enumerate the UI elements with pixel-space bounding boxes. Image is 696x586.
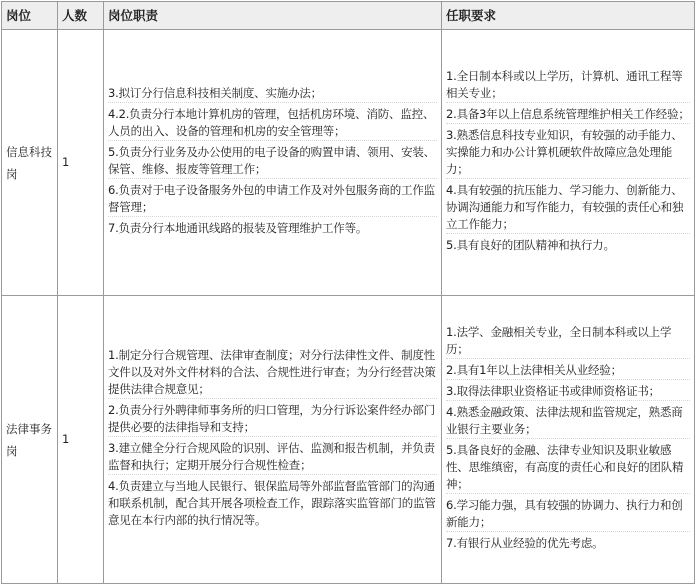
count-cell: 1 <box>58 296 104 584</box>
requirements-cell <box>442 30 695 296</box>
header-duties: 岗位职责 <box>104 2 442 30</box>
position-cell: 法律事务岗 <box>2 296 58 584</box>
duty-item: 2.负责分行外聘律师事务所的归口管理，为分行诉讼案件经办部门提供必要的法律指导和支持； <box>108 402 437 437</box>
header-requirements: 任职要求 <box>442 2 695 30</box>
requirement-item: 7.有银行从业经验的优先考虑。 <box>446 536 604 550</box>
requirements-cell <box>442 296 695 584</box>
recruitment-table <box>1 1 695 584</box>
duty-item: 6.负责对于电子设备服务外包的申请工作及对外包服务商的工作监督管理； <box>108 182 437 217</box>
requirement-item: 2.具有1年以上法律相关从业经验； <box>446 362 690 380</box>
requirement-item: 2.具备3年以上信息系统管理维护相关工作经验； <box>446 106 690 124</box>
duty-item: 3.建立健全分行合规风险的识别、评估、监测和报告机制，并负责监督和执行；定期开展分行合规性检查； <box>108 440 437 475</box>
table-row <box>2 296 695 584</box>
requirement-item: 4.具有较强的抗压能力、学习能力、创新能力、协调沟通能力和写作能力，有较强的责任心和独立工作能力； <box>446 182 690 234</box>
requirement-item: 4.熟悉金融政策、法律法规和监管规定，熟悉商业银行主要业务； <box>446 404 690 439</box>
requirement-item: 5.具有良好的团队精神和执行力。 <box>446 238 615 252</box>
duty-item: 5.负责分行业务及办公使用的电子设备的购置申请、领用、安装、保管、维修、报废等管理工作； <box>108 144 437 179</box>
duty-item: 3.拟订分行信息科技相关制度、实施办法； <box>108 85 437 103</box>
position-cell: 信息科技岗 <box>2 30 58 296</box>
requirement-item: 1.全日制本科或以上学历，计算机、通讯工程等相关专业； <box>446 68 690 103</box>
requirement-item: 3.熟悉信息科技专业知识，有较强的动手能力、实操能力和办公计算机硬软件故障应急处理能力； <box>446 127 690 179</box>
duty-item: 4.负责建立与当地人民银行、银保监局等外部监督监管部门的沟通和联系机制，配合其开展各项检查工作，跟踪落实监管部门的监管意见在本行内部的执行情况等。 <box>108 479 436 527</box>
header-count: 人数 <box>58 2 104 30</box>
duty-item: 7.负责分行本地通讯线路的报装及管理维护工作等。 <box>108 221 368 235</box>
header-row <box>2 2 695 30</box>
count-cell: 1 <box>58 30 104 296</box>
header-position: 岗位 <box>2 2 58 30</box>
duties-cell <box>104 30 442 296</box>
requirement-item: 1.法学、金融相关专业，全日制本科或以上学历； <box>446 324 690 359</box>
requirement-item: 6.学习能力强，具有较强的协调力、执行力和创新能力； <box>446 497 690 532</box>
duty-item: 4.2.负责分行本地计算机房的管理，包括机房环境、消防、监控、人员的出入、设备的管理和机房的安全管理等； <box>108 106 437 141</box>
duties-cell <box>104 296 442 584</box>
duty-item: 1.制定分行合规管理、法律审查制度；对分行法律性文件、制度性文件以及对外文件材料的合法、合规性进行审查；为分行经营决策提供法律合规意见； <box>108 347 437 399</box>
table-row <box>2 30 695 296</box>
requirement-item: 5.具备良好的金融、法律专业知识及职业敏感性、思维缜密，有高度的责任心和良好的团队精神； <box>446 442 690 494</box>
requirement-item: 3.取得法律职业资格证书或律师资格证书； <box>446 383 690 401</box>
